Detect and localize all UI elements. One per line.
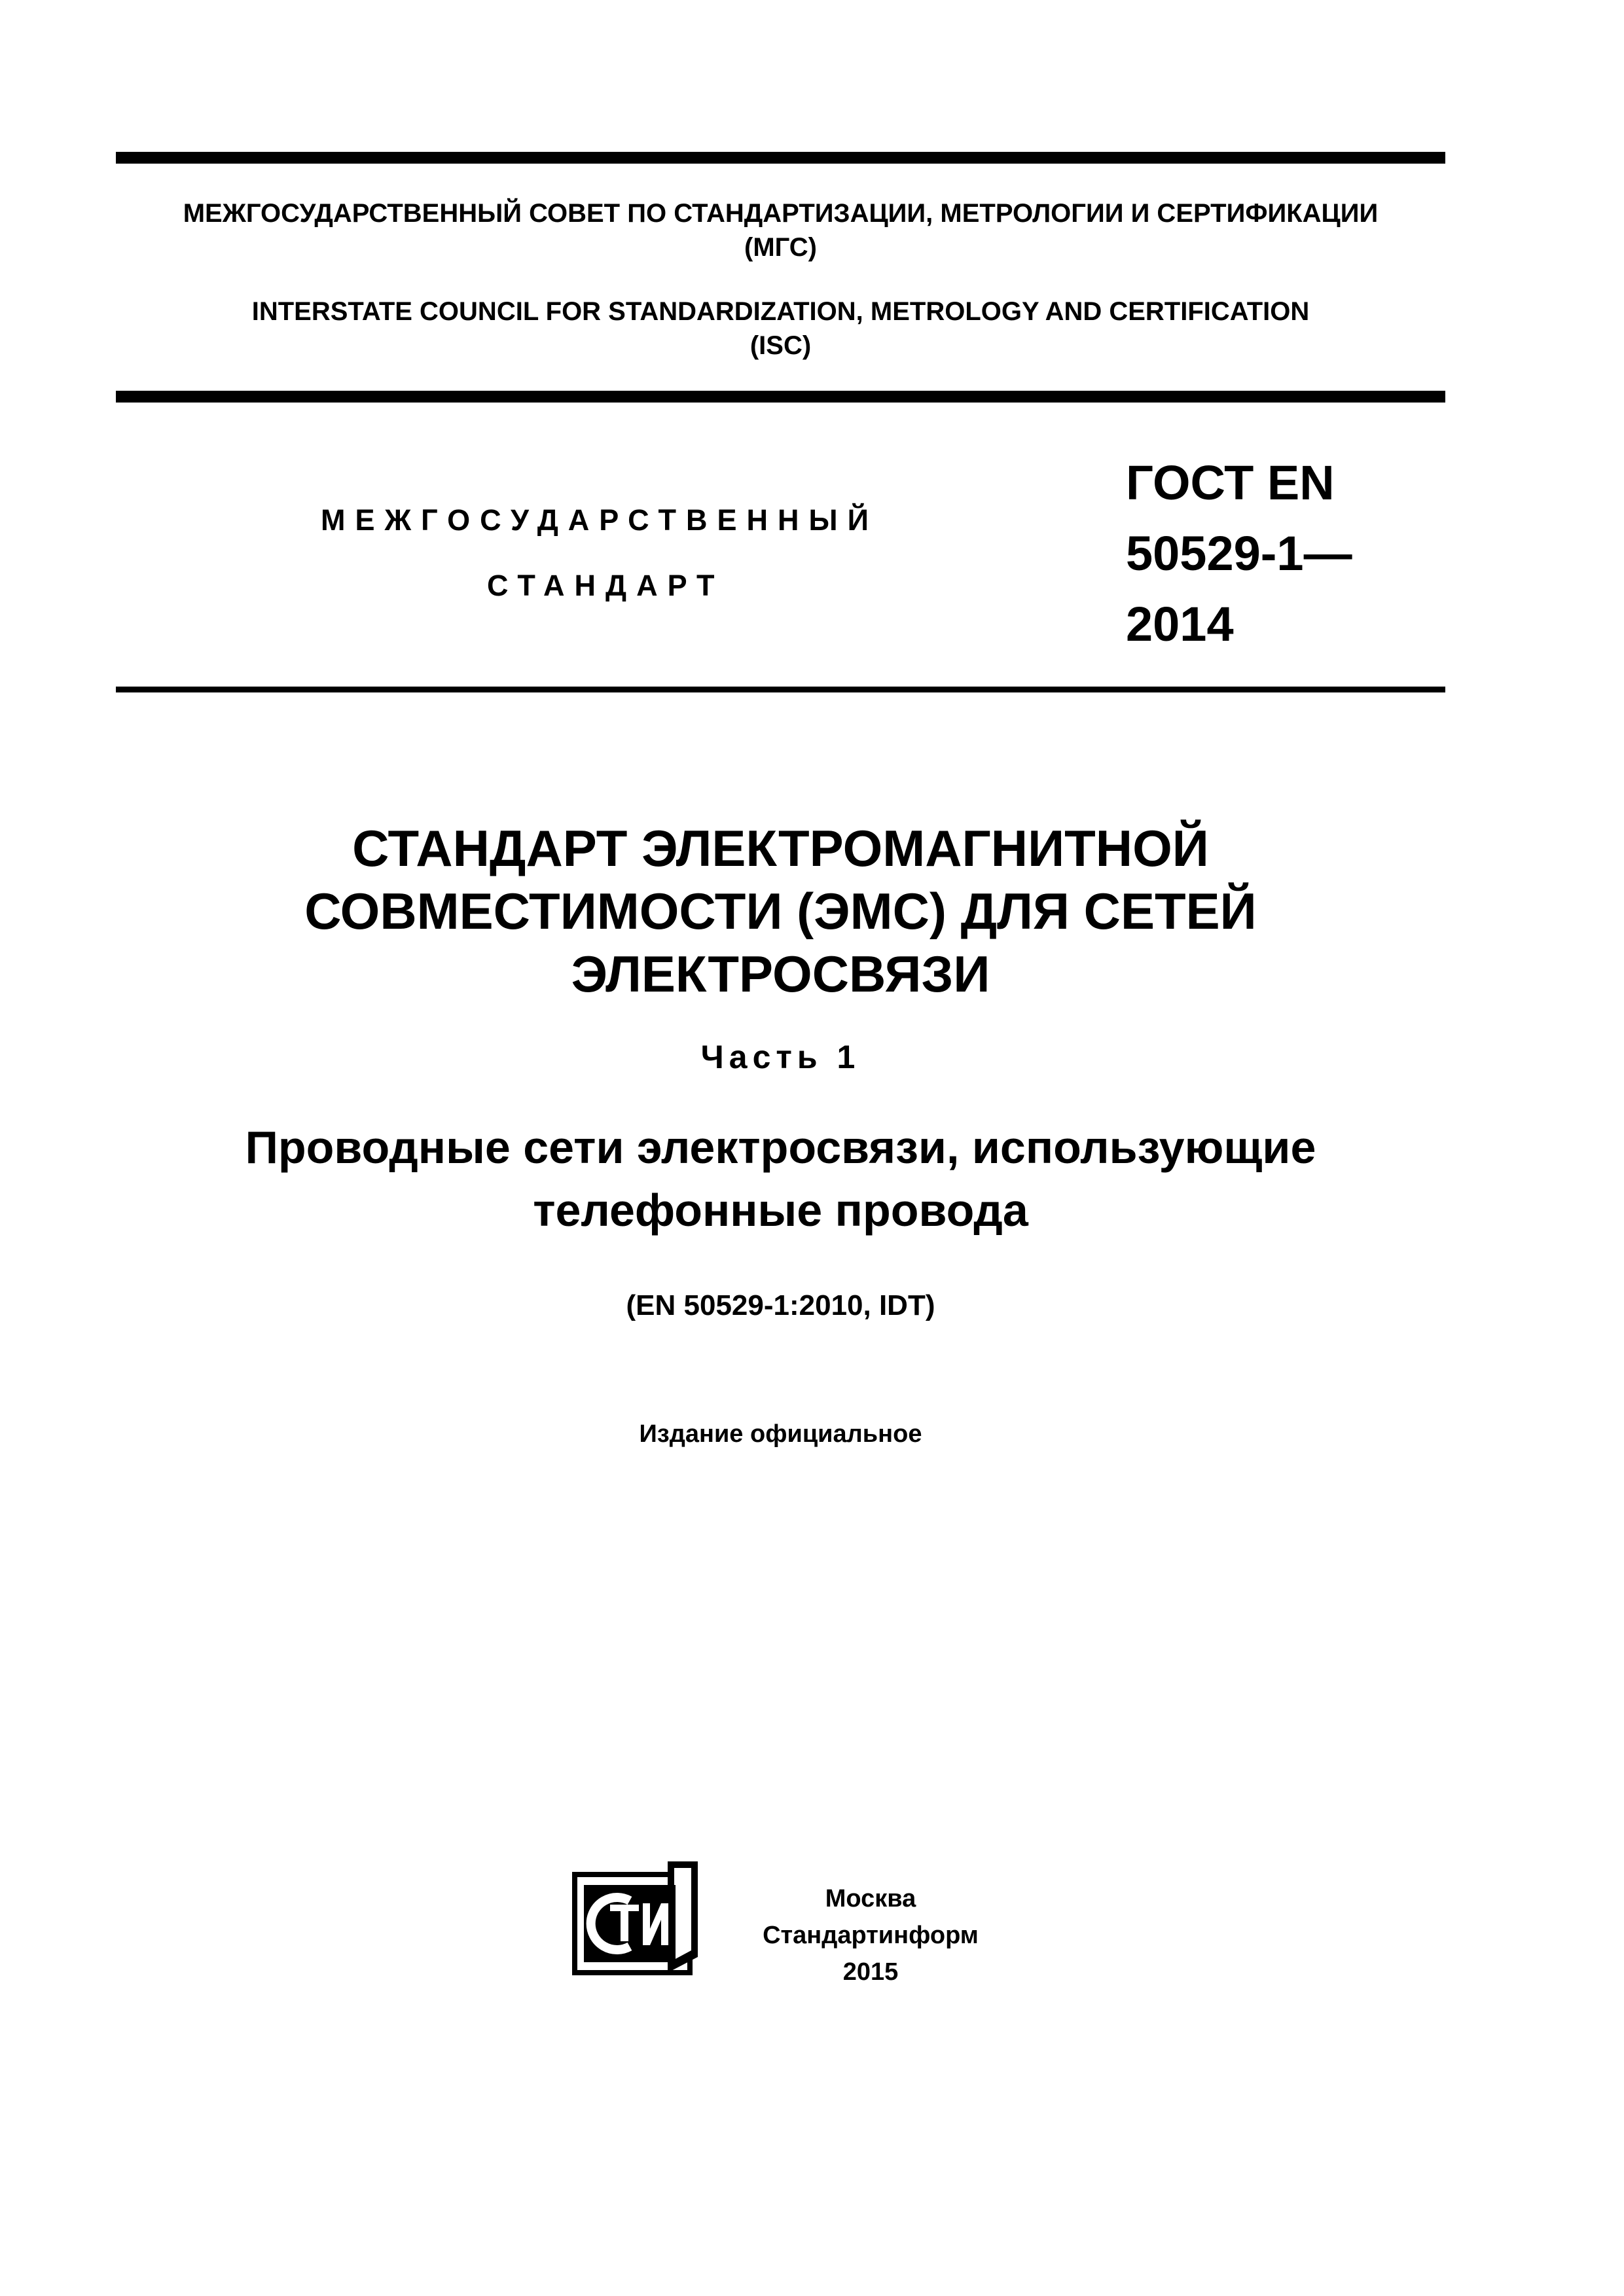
council-ru-line1: МЕЖГОСУДАРСТВЕННЫЙ СОВЕТ ПО СТАНДАРТИЗАЦИИ, МЕТРОЛОГИИ И СЕРТИФИКАЦИИ [183, 199, 1379, 228]
document-title [116, 817, 1445, 1005]
standard-type-label [321, 488, 878, 619]
designation-line3: 2014 [1126, 597, 1234, 651]
designation-line2: 50529-1— [1126, 526, 1352, 581]
council-name-ru [116, 196, 1445, 264]
en-reference: (EN 50529-1:2010, IDT) [626, 1289, 935, 1321]
subtitle-line1: Проводные сети электросвязи, использующие [245, 1122, 1316, 1173]
council-en-line1: INTERSTATE COUNCIL FOR STANDARDIZATION, METROLOGY AND CERTIFICATION [251, 297, 1310, 326]
title-line2: СОВМЕСТИМОСТИ (ЭМС) ДЛЯ СЕТЕЙ [304, 882, 1257, 940]
subtitle-line2: телефонные провода [533, 1185, 1028, 1236]
document-subtitle [116, 1116, 1445, 1242]
publisher-name: Стандартинформ [763, 1922, 979, 1949]
council-bottom-rule [116, 391, 1445, 403]
council-name-en [116, 295, 1445, 363]
publisher-imprint [720, 1880, 1021, 1990]
council-ru-line2: (МГС) [744, 233, 817, 262]
council-en-line2: (ISC) [749, 331, 812, 360]
title-line1: СТАНДАРТ ЭЛЕКТРОМАГНИТНОЙ [352, 819, 1209, 877]
header-bottom-rule [116, 687, 1445, 692]
top-rule [116, 152, 1445, 164]
designation-line1: ГОСТ EN [1126, 456, 1335, 510]
edition-label: Издание официальное [639, 1420, 922, 1448]
publisher-year: 2015 [842, 1958, 899, 1986]
standartinform-logo-icon [569, 1859, 713, 1983]
standard-type-line1: МЕЖГОСУДАРСТВЕННЫЙ [321, 503, 878, 537]
gost-designation [1126, 448, 1352, 660]
part-label: Часть 1 [700, 1039, 861, 1075]
standard-type-line2: СТАНДАРТ [487, 569, 725, 602]
publisher-city: Москва [825, 1885, 916, 1912]
title-line3: ЭЛЕКТРОСВЯЗИ [571, 945, 990, 1003]
